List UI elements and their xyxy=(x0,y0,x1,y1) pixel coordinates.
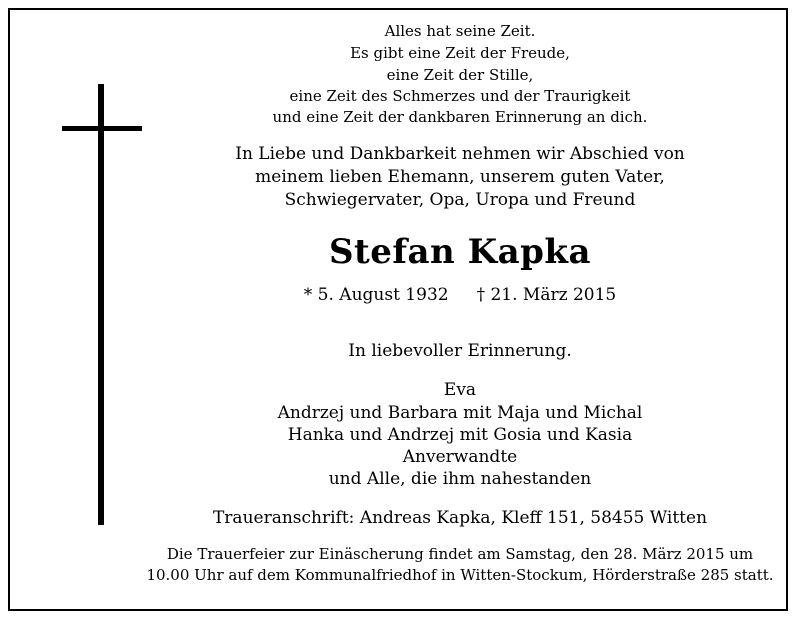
family-line-4: Anverwandte xyxy=(402,447,518,467)
family-line-5: und Alle, die ihm nahestanden xyxy=(328,469,592,489)
family-line-3: Hanka und Andrzej mit Gosia und Kasia xyxy=(287,425,633,445)
poem-line-5: und eine Zeit der dankbaren Erinnerung an dich. xyxy=(272,108,648,126)
memory-line: In liebevoller Erinnerung. xyxy=(348,341,572,361)
life-dates xyxy=(150,285,770,305)
cross-icon xyxy=(98,84,104,525)
deceased-name: Stefan Kapka xyxy=(328,232,592,272)
family-line-2: Andrzej und Barbara mit Maja und Michal xyxy=(277,403,643,423)
death-date: † 21. März 2015 xyxy=(476,285,617,305)
mourning-address: Traueranschrift: Andreas Kapka, Kleff 151, 58455 Witten xyxy=(212,508,708,528)
poem-line-2: Es gibt eine Zeit der Freude, xyxy=(350,44,570,62)
family-line-1: Eva xyxy=(443,380,477,400)
funeral-notice-line-2: 10.00 Uhr auf dem Kommunalfriedhof in Witten-Stockum, Hörderstraße 285 statt. xyxy=(146,566,774,584)
poem-line-1: Alles hat seine Zeit. xyxy=(384,22,536,40)
poem-line-3: eine Zeit der Stille, xyxy=(386,66,534,84)
intro-line-3: Schwiegervater, Opa, Uropa und Freund xyxy=(284,190,636,210)
funeral-notice-line-1: Die Trauerfeier zur Einäscherung findet am Samstag, den 28. März 2015 um xyxy=(166,545,754,563)
intro-line-1: In Liebe und Dankbarkeit nehmen wir Abschied von xyxy=(235,144,685,164)
birth-date: * 5. August 1932 xyxy=(303,285,449,305)
intro-line-2: meinem lieben Ehemann, unserem guten Vater, xyxy=(255,167,665,187)
cross-icon-bar xyxy=(62,126,142,131)
poem-line-4: eine Zeit des Schmerzes und der Traurigkeit xyxy=(289,87,631,105)
